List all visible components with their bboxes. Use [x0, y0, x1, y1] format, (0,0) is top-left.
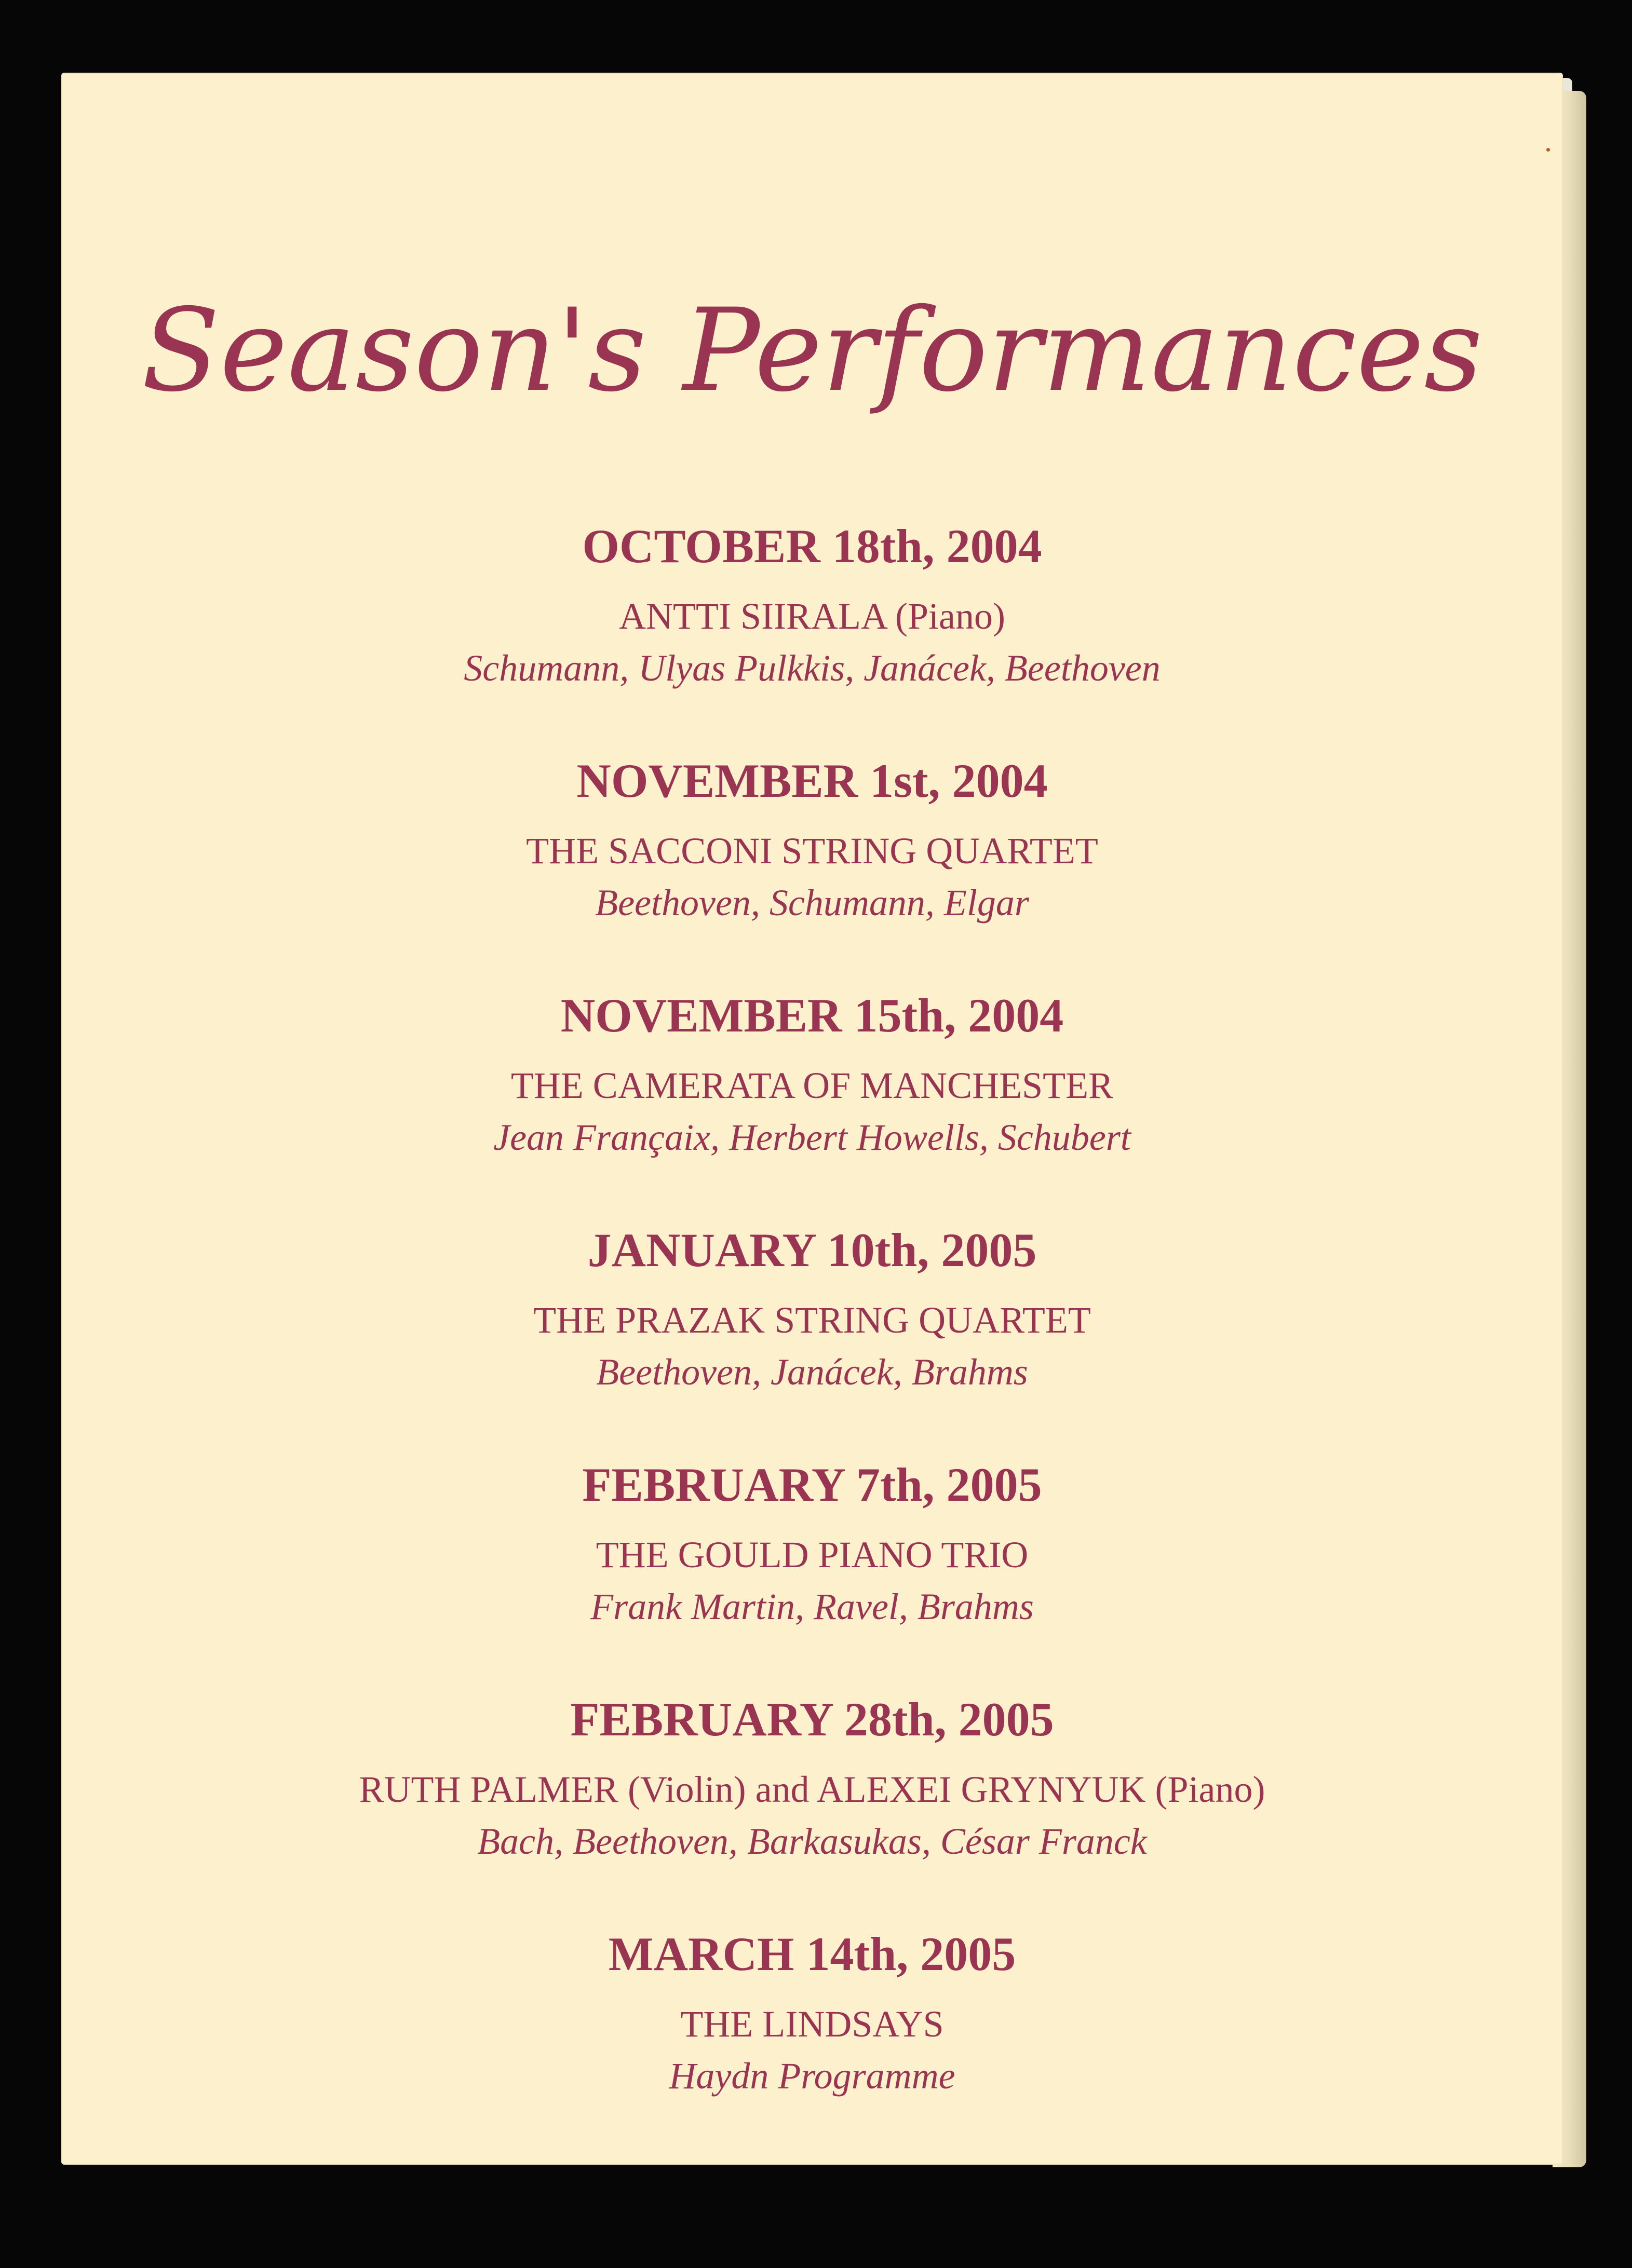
- performance-item: [61, 1452, 1563, 1687]
- performance-item: [61, 749, 1563, 983]
- performance-performer: THE GOULD PIANO TRIO: [596, 1534, 1029, 1576]
- performance-date: NOVEMBER 1st, 2004: [576, 754, 1048, 807]
- performance-programme: Bach, Beethoven, Barkasukas, César Franck: [477, 1821, 1147, 1862]
- performance-programme: Schumann, Ulyas Pulkkis, Janácek, Beethoven: [464, 647, 1161, 689]
- performance-performer: THE CAMERATA OF MANCHESTER: [510, 1065, 1114, 1106]
- page-title: Season's Performances: [141, 284, 1483, 417]
- paper-speck: [1546, 148, 1550, 152]
- performance-date: JANUARY 10th, 2005: [587, 1224, 1037, 1276]
- programme-page: [61, 73, 1563, 2165]
- performance-item: [61, 1218, 1563, 1452]
- performance-programme: Jean Françaix, Herbert Howells, Schubert: [493, 1117, 1131, 1158]
- performance-date: FEBRUARY 7th, 2005: [582, 1458, 1042, 1511]
- performance-date: NOVEMBER 15th, 2004: [560, 989, 1064, 1042]
- performance-programme: Beethoven, Janácek, Brahms: [596, 1351, 1028, 1393]
- performance-list: [61, 514, 1563, 2156]
- performance-date: FEBRUARY 28th, 2005: [570, 1693, 1054, 1746]
- performance-item: [61, 514, 1563, 749]
- performance-item: [61, 983, 1563, 1218]
- performance-date: OCTOBER 18th, 2004: [582, 520, 1042, 573]
- performance-programme: Beethoven, Schumann, Elgar: [595, 882, 1029, 924]
- performance-item: [61, 1922, 1563, 2156]
- performance-programme: Frank Martin, Ravel, Brahms: [590, 1586, 1034, 1627]
- performance-performer: THE LINDSAYS: [680, 2003, 944, 2045]
- performance-performer: THE SACCONI STRING QUARTET: [526, 830, 1098, 872]
- performance-performer: ANTTI SIIRALA (Piano): [619, 595, 1005, 637]
- performance-performer: THE PRAZAK STRING QUARTET: [533, 1299, 1091, 1341]
- performance-item: [61, 1687, 1563, 1922]
- performance-date: MARCH 14th, 2005: [608, 1927, 1016, 1980]
- performance-performer: RUTH PALMER (Violin) and ALEXEI GRYNYUK (Piano): [359, 1769, 1265, 1810]
- performance-programme: Haydn Programme: [669, 2055, 955, 2097]
